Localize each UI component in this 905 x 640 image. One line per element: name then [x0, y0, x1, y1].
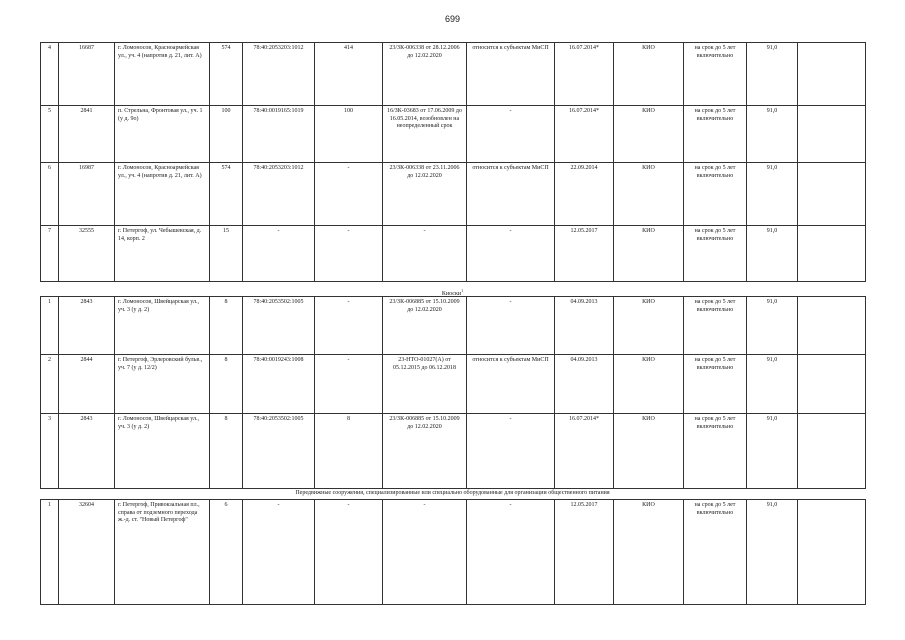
cell-extra: [798, 43, 866, 106]
cell-org: КИО: [614, 43, 684, 106]
table-row: [41, 500, 866, 605]
cell-decision: -: [383, 226, 467, 282]
cell-term: на срок до 5 лет включительно: [684, 500, 747, 605]
cell-status: -: [467, 500, 555, 605]
cell-extra: [798, 226, 866, 282]
cell-term: на срок до 5 лет включительно: [684, 163, 747, 226]
cell-term: на срок до 5 лет включительно: [684, 43, 747, 106]
cell-area2: -: [315, 355, 383, 414]
cell-id: 16687: [59, 43, 115, 106]
cell-area2: 100: [315, 106, 383, 163]
cell-rate: 91,0: [747, 226, 798, 282]
cell-area2: -: [315, 163, 383, 226]
cell-cadastral: 78:40:2053502:1005: [243, 414, 315, 489]
cell-org: КИО: [614, 414, 684, 489]
cell-area2: 414: [315, 43, 383, 106]
cell-address: г. Петергоф, ул. Чебышевская, д. 14, корп. 2: [115, 226, 210, 282]
cell-rate: 91,0: [747, 500, 798, 605]
section-title-mobile-food: Передвижные сооружения, специализированные или специально оборудованные для организации общественного питания: [295, 490, 610, 496]
section-table-1: [40, 42, 866, 282]
cell-org: КИО: [614, 355, 684, 414]
cell-extra: [798, 414, 866, 489]
section-title-kiosks: Киоски$^1$: [441, 288, 464, 297]
cell-decision: 23-НТО-01027(А) от 05.12.2015 до 06.12.2018: [383, 355, 467, 414]
cell-id: 2843: [59, 297, 115, 355]
table-row: [41, 226, 866, 282]
cell-extra: [798, 106, 866, 163]
cell-no: 2: [41, 355, 59, 414]
table-row: [41, 414, 866, 489]
cell-term: на срок до 5 лет включительно: [684, 414, 747, 489]
cell-cadastral: 78:40:2053203:1012: [243, 163, 315, 226]
cell-date: 04.09.2013: [555, 297, 614, 355]
cell-date: 12.05.2017: [555, 226, 614, 282]
cell-cadastral: 78:40:0019243:1008: [243, 355, 315, 414]
cell-id: 2844: [59, 355, 115, 414]
cell-no: 1: [41, 297, 59, 355]
cell-term: на срок до 5 лет включительно: [684, 226, 747, 282]
cell-no: 4: [41, 43, 59, 106]
cell-extra: [798, 355, 866, 414]
section-table-2: [40, 296, 866, 489]
cell-status: -: [467, 297, 555, 355]
cell-area: 100: [210, 106, 243, 163]
cell-area: 8: [210, 355, 243, 414]
cell-status: -: [467, 414, 555, 489]
cell-decision: -: [383, 500, 467, 605]
cell-status: -: [467, 106, 555, 163]
cell-date: 16.07.2014*: [555, 106, 614, 163]
cell-term: на срок до 5 лет включительно: [684, 297, 747, 355]
cell-rate: 91,0: [747, 355, 798, 414]
cell-cadastral: -: [243, 226, 315, 282]
cell-id: 32604: [59, 500, 115, 605]
cell-date: 04.09.2013: [555, 355, 614, 414]
cell-status: относится к субъектам МиСП: [467, 43, 555, 106]
cell-decision: 23/ЗК-006885 от 15.10.2009 до 12.02.2020: [383, 414, 467, 489]
cell-address: г. Ломоносов, Красноармейская ул., уч. 4 (напротив д. 21, лит. А): [115, 43, 210, 106]
cell-date: 16.07.2014*: [555, 414, 614, 489]
cell-status: относится к субъектам МиСП: [467, 163, 555, 226]
cell-cadastral: 78:40:0019165:1019: [243, 106, 315, 163]
cell-org: КИО: [614, 106, 684, 163]
cell-id: 2841: [59, 106, 115, 163]
cell-decision: 23/ЗК-006338 от 28.12.2006 до 12.02.2020: [383, 43, 467, 106]
cell-org: КИО: [614, 500, 684, 605]
cell-term: на срок до 5 лет включительно: [684, 106, 747, 163]
cell-rate: 91,0: [747, 297, 798, 355]
cell-cadastral: -: [243, 500, 315, 605]
cell-date: 22.09.2014: [555, 163, 614, 226]
cell-address: г. Ломоносов, Швейцарская ул., уч. 3 (у д. 2): [115, 297, 210, 355]
cell-org: КИО: [614, 226, 684, 282]
cell-org: КИО: [614, 297, 684, 355]
cell-no: 3: [41, 414, 59, 489]
cell-org: КИО: [614, 163, 684, 226]
cell-no: 5: [41, 106, 59, 163]
table-row: [41, 43, 866, 106]
cell-area: 574: [210, 163, 243, 226]
cell-decision: 16/ЗК-03683 от 17.06.2009 до 16.05.2014, возобновлен на неопределенный срок: [383, 106, 467, 163]
cell-no: 1: [41, 500, 59, 605]
cell-area: 15: [210, 226, 243, 282]
cell-address: г. Петергоф, Привокзальная пл., справа от подземного перехода ж.-д. ст. "Новый Петергоф": [115, 500, 210, 605]
cell-area2: -: [315, 226, 383, 282]
table-row: [41, 297, 866, 355]
cell-date: 12.05.2017: [555, 500, 614, 605]
cell-decision: 23/ЗК-006885 от 15.10.2009 до 12.02.2020: [383, 297, 467, 355]
cell-area2: -: [315, 500, 383, 605]
cell-extra: [798, 163, 866, 226]
cell-address: г. Ломоносов, Швейцарская ул., уч. 3 (у д. 2): [115, 414, 210, 489]
cell-no: 6: [41, 163, 59, 226]
table-row: [41, 106, 866, 163]
cell-area: 574: [210, 43, 243, 106]
cell-status: относится к субъектам МиСП: [467, 355, 555, 414]
cell-cadastral: 78:40:2053203:1012: [243, 43, 315, 106]
cell-address: г. Петергоф, Эрлеровский бульв., уч. 7 (у д. 12/2): [115, 355, 210, 414]
cell-extra: [798, 297, 866, 355]
cell-rate: 91,0: [747, 414, 798, 489]
table-row: [41, 355, 866, 414]
section-table-3: [40, 499, 866, 605]
cell-area: 6: [210, 500, 243, 605]
cell-rate: 91,0: [747, 43, 798, 106]
cell-area2: 8: [315, 414, 383, 489]
cell-cadastral: 78:40:2053502:1005: [243, 297, 315, 355]
table-row: [41, 163, 866, 226]
cell-rate: 91,0: [747, 106, 798, 163]
cell-id: 32555: [59, 226, 115, 282]
page-number: 699: [444, 14, 461, 24]
cell-address: г. Ломоносов, Красноармейская ул., уч. 4 (напротив д. 21, лит. А): [115, 163, 210, 226]
cell-area: 8: [210, 297, 243, 355]
cell-status: -: [467, 226, 555, 282]
cell-id: 2843: [59, 414, 115, 489]
cell-date: 16.07.2014*: [555, 43, 614, 106]
cell-decision: 23/ЗК-006338 от 23.11.2006 до 12.02.2020: [383, 163, 467, 226]
cell-extra: [798, 500, 866, 605]
cell-address: п. Стрельна, Фронтовая ул., уч. 1 (у д. 9о): [115, 106, 210, 163]
cell-id: 16987: [59, 163, 115, 226]
cell-rate: 91,0: [747, 163, 798, 226]
cell-term: на срок до 5 лет включительно: [684, 355, 747, 414]
cell-area2: -: [315, 297, 383, 355]
cell-no: 7: [41, 226, 59, 282]
cell-area: 8: [210, 414, 243, 489]
